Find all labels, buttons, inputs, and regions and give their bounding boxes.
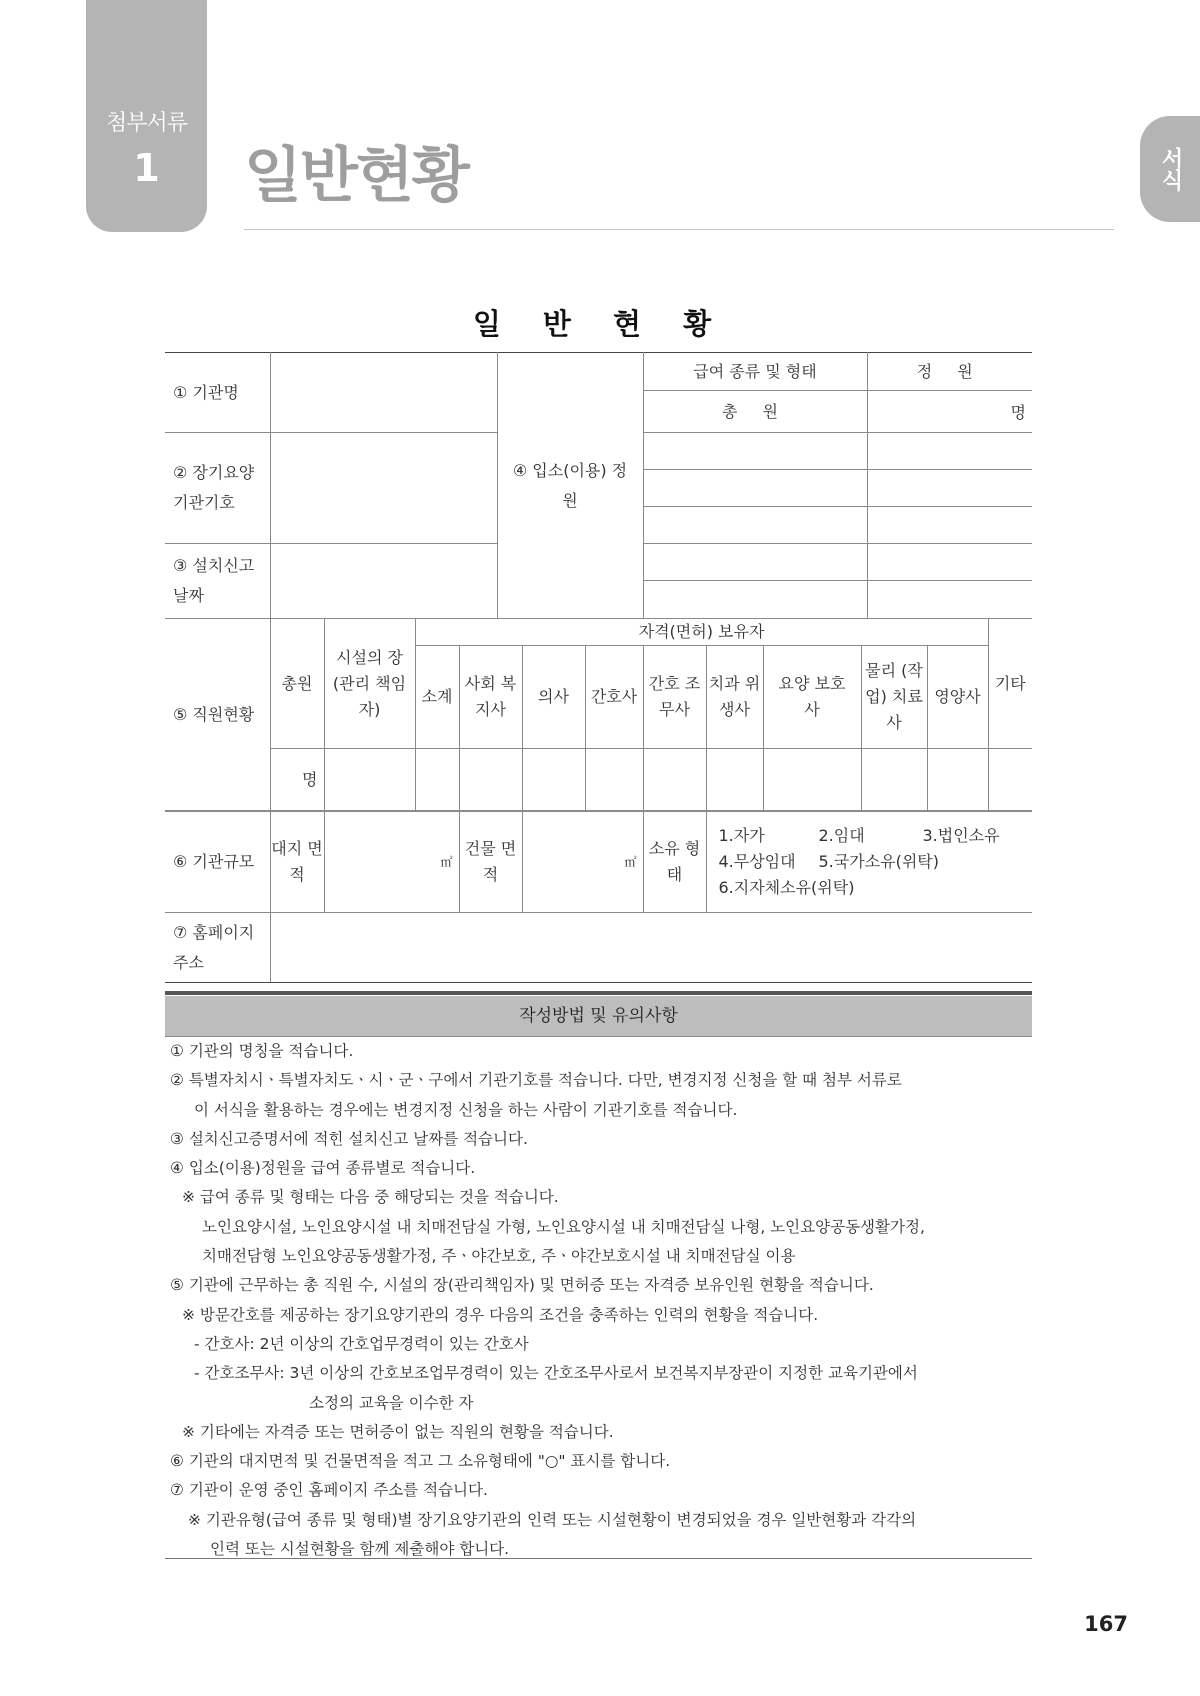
staff-col-nurse-aide: 간호 조무사 — [643, 646, 706, 749]
notes-divider — [165, 991, 1032, 995]
license-holders-header: 자격(면허) 보유자 — [415, 619, 988, 646]
staff-table — [165, 618, 1032, 812]
capacity-field[interactable] — [867, 433, 1032, 470]
benefit-type-field[interactable] — [643, 581, 867, 619]
benefit-type-field[interactable] — [643, 544, 867, 581]
chapter-tab — [86, 0, 207, 232]
staff-col-dental-hygienist: 치과 위생사 — [706, 646, 763, 749]
ownership-option[interactable]: 2.임대 — [818, 825, 865, 845]
capacity-label: ④ 입소(이용) 정원 — [497, 353, 643, 619]
note-line: ⑦ 기관이 운영 중인 홈페이지 주소를 적습니다. — [170, 1481, 488, 1500]
staff-col-doctor: 의사 — [522, 646, 585, 749]
ownership-option[interactable]: 5.국가소유(위탁) — [818, 851, 939, 871]
unit-label: 명 — [1010, 403, 1026, 422]
ownership-options[interactable] — [706, 811, 1032, 913]
staff-col-nurse: 간호사 — [585, 646, 643, 749]
note-line: ⑤ 기관에 근무하는 총 직원 수, 시설의 장(관리책임자) 및 면허증 또는 자격증 보유인원 현황을 적습니다. — [170, 1276, 874, 1295]
capacity-field[interactable] — [867, 581, 1032, 619]
org-code-label: ② 장기요양기관기호 — [165, 433, 270, 544]
sqm-unit: ㎡ — [440, 855, 453, 869]
benefit-type-field[interactable] — [643, 507, 867, 544]
note-line: 인력 또는 시설현황을 함께 제출해야 합니다. — [210, 1540, 510, 1559]
notes-title: 작성방법 및 유의사항 — [165, 996, 1032, 1037]
notes-list — [170, 1037, 1030, 1564]
side-index-tab[interactable] — [1140, 116, 1200, 222]
unit-label: 명 — [302, 770, 318, 789]
capacity-field[interactable] — [867, 507, 1032, 544]
note-line: ※ 급여 종류 및 형태는 다음 중 해당되는 것을 적습니다. — [182, 1188, 559, 1207]
note-line: - 간호사: 2년 이상의 간호업무경력이 있는 간호사 — [194, 1334, 529, 1353]
caregiver-field[interactable] — [763, 749, 861, 812]
ownership-option[interactable]: 4.무상임대 — [718, 851, 796, 871]
dental-hygienist-field[interactable] — [706, 749, 763, 812]
chapter-tab-label: 첨부서류 — [105, 111, 187, 136]
scale-table — [165, 810, 1032, 983]
ownership-option[interactable]: 3.법인소유 — [922, 825, 1000, 845]
side-index-label: 서식 — [1158, 147, 1183, 191]
note-line: 치매전담형 노인요양공동생활가정, 주ㆍ야간보호, 주ㆍ야간보호시설 내 치매전담실 이용 — [202, 1247, 796, 1266]
capacity-header: 정 원 — [867, 353, 1032, 391]
land-area-label: 대지 면적 — [270, 811, 324, 913]
title-divider — [244, 229, 1114, 230]
staff-col-social-worker: 사회 복지사 — [459, 646, 522, 749]
note-line: ※ 방문간호를 제공하는 장기요양기관의 경우 다음의 조건을 충족하는 인력의 현황을 적습니다. — [182, 1305, 819, 1324]
install-date-field[interactable] — [270, 544, 497, 619]
note-line: ② 특별자치시ㆍ특별자치도ㆍ시ㆍ군ㆍ구에서 기관기호를 적습니다. 다만, 변경지정 신청을 할 때 첨부 서류로 — [170, 1071, 902, 1090]
chapter-tab-number: 1 — [133, 146, 160, 190]
land-area-field[interactable] — [324, 811, 459, 913]
staff-col-subtotal: 소계 — [415, 646, 459, 749]
capacity-field[interactable] — [867, 470, 1032, 507]
staff-total-header: 총원 — [270, 619, 324, 749]
facility-head-field[interactable] — [324, 749, 415, 812]
form-title: 일 반 현 황 — [472, 307, 728, 341]
ownership-option[interactable]: 1.자가 — [718, 825, 765, 845]
org-name-label: ① 기관명 — [165, 353, 270, 433]
scale-label: ⑥ 기관규모 — [165, 811, 270, 913]
homepage-field[interactable] — [270, 913, 1032, 983]
note-line: ※ 기관유형(급여 종류 및 형태)별 장기요양기관의 인력 또는 시설현황이 변경되었을 경우 일반현황과 각각의 — [188, 1510, 917, 1529]
staff-total-field[interactable] — [270, 749, 324, 812]
social-worker-field[interactable] — [459, 749, 522, 812]
org-code-field[interactable] — [270, 433, 497, 544]
note-line: ③ 설치신고증명서에 적힌 설치신고 날짜를 적습니다. — [170, 1129, 528, 1148]
total-capacity-field[interactable] — [867, 391, 1032, 433]
page-number: 167 — [1084, 1612, 1128, 1636]
staff-col-therapist: 물리 (작업) 치료사 — [861, 646, 927, 749]
org-info-table — [165, 352, 1032, 619]
org-name-field[interactable] — [270, 353, 497, 433]
note-line: ※ 기타에는 자격증 또는 면허증이 없는 직원의 현황을 적습니다. — [182, 1422, 614, 1441]
therapist-field[interactable] — [861, 749, 927, 812]
note-line: ① 기관의 명칭을 적습니다. — [170, 1042, 354, 1060]
benefit-type-field[interactable] — [643, 433, 867, 470]
sqm-unit: ㎡ — [624, 855, 637, 869]
install-date-label: ③ 설치신고날짜 — [165, 544, 270, 619]
page-title: 일반현황 — [244, 141, 468, 211]
doctor-field[interactable] — [522, 749, 585, 812]
staff-col-etc: 기타 — [988, 619, 1032, 749]
dietitian-field[interactable] — [927, 749, 988, 812]
capacity-field[interactable] — [867, 544, 1032, 581]
note-line: ⑥ 기관의 대지면적 및 건물면적을 적고 그 소유형태에 "○" 표시를 합니다. — [170, 1452, 671, 1471]
facility-head-header: 시설의 장 (관리 책임자) — [324, 619, 415, 749]
nurse-aide-field[interactable] — [643, 749, 706, 812]
building-area-field[interactable] — [522, 811, 643, 913]
note-line: 이 서식을 활용하는 경우에는 변경지정 신청을 하는 사람이 기관기호를 적습니다. — [194, 1100, 738, 1119]
total-capacity-label: 총 원 — [643, 391, 867, 433]
benefit-type-header: 급여 종류 및 형태 — [643, 353, 867, 391]
etc-field[interactable] — [988, 749, 1032, 812]
note-line: - 간호조무사: 3년 이상의 간호보조업무경력이 있는 간호조무사로서 보건복지부장관이 지정한 교육기관에서 — [194, 1364, 918, 1383]
note-line: ④ 입소(이용)정원을 급여 종류별로 적습니다. — [170, 1159, 476, 1178]
staff-col-caregiver: 요양 보호사 — [763, 646, 861, 749]
ownership-option[interactable]: 6.지자체소유(위탁) — [718, 877, 855, 897]
notes-bottom-divider — [165, 1558, 1032, 1559]
nurse-field[interactable] — [585, 749, 643, 812]
building-area-label: 건물 면적 — [459, 811, 522, 913]
ownership-label: 소유 형태 — [643, 811, 706, 913]
staff-label: ⑤ 직원현황 — [165, 619, 270, 812]
benefit-type-field[interactable] — [643, 470, 867, 507]
staff-col-dietitian: 영양사 — [927, 646, 988, 749]
homepage-label: ⑦ 홈페이지주소 — [165, 913, 270, 983]
note-line: 소정의 교육을 이수한 자 — [309, 1393, 474, 1412]
note-line: 노인요양시설, 노인요양시설 내 치매전담실 가형, 노인요양시설 내 치매전담실 나형, 노인요양공동생활가정, — [202, 1217, 925, 1236]
subtotal-field[interactable] — [415, 749, 459, 812]
